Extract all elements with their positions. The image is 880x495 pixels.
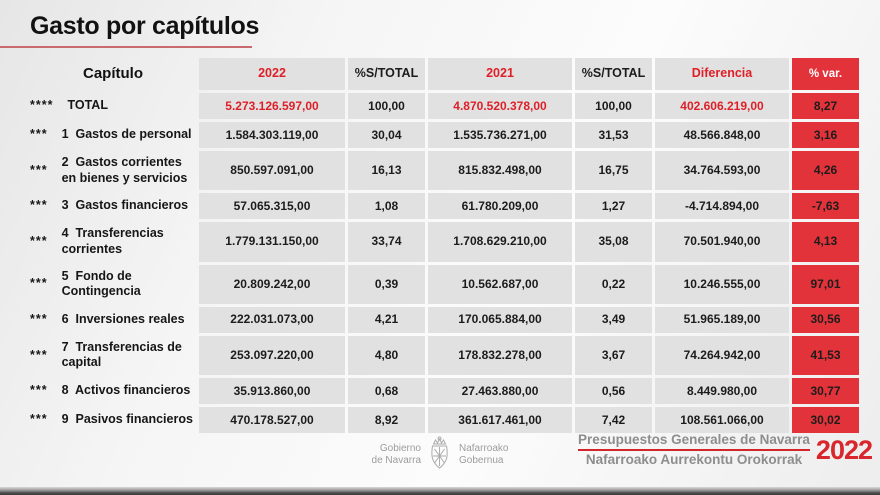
cell-pct-2021: 7,42	[575, 407, 652, 433]
gov-right-line1: Nafarroako	[459, 443, 509, 454]
cell-var: 4,26	[792, 151, 859, 190]
cell-diferencia: 108.561.066,00	[655, 407, 789, 433]
cell-2021: 178.832.278,00	[428, 336, 572, 375]
cell-pct-2022: 100,00	[348, 93, 425, 119]
gov-logo-text-left	[372, 443, 421, 467]
brand-year: 2022	[815, 434, 872, 465]
cell-diferencia: 70.501.940,00	[655, 222, 789, 261]
cell-2021: 27.463.880,00	[428, 378, 572, 404]
cell-pct-2022: 33,74	[348, 222, 425, 261]
brand-separator	[578, 449, 810, 451]
cell-pct-2021: 3,49	[575, 307, 652, 333]
cell-2021: 170.065.884,00	[428, 307, 572, 333]
gov-logo-text-right	[459, 443, 508, 467]
gov-right-line2: Gobernua	[459, 455, 504, 466]
row-prefix: ***	[30, 127, 48, 142]
cell-2022: 1.584.303.119,00	[199, 122, 345, 148]
cell-diferencia: 10.246.555,00	[655, 265, 789, 304]
cell-var: 3,16	[792, 122, 859, 148]
row-name: 7 Transferencias de capital	[61, 339, 186, 370]
bottom-edge-bar	[0, 487, 880, 495]
row-label	[30, 193, 196, 219]
cell-var: 30,02	[792, 407, 859, 433]
brand-line1: Presupuestos Generales de Navarra	[578, 432, 810, 447]
cell-2022: 1.779.131.150,00	[199, 222, 345, 261]
row-prefix: ***	[30, 198, 48, 213]
row-label	[30, 122, 196, 148]
cell-var: 30,56	[792, 307, 859, 333]
row-label	[30, 336, 196, 375]
cell-pct-2021: 0,22	[575, 265, 652, 304]
cell-var: -7,63	[792, 193, 859, 219]
row-prefix: ***	[30, 234, 48, 249]
cell-pct-2022: 4,80	[348, 336, 425, 375]
government-logo	[372, 436, 509, 474]
cell-var: 97,01	[792, 265, 859, 304]
row-prefix: ***	[30, 383, 48, 398]
navarra-coat-of-arms-icon	[427, 436, 453, 474]
cell-2022: 850.597.091,00	[199, 151, 345, 190]
cell-2022: 57.065.315,00	[199, 193, 345, 219]
row-label	[30, 151, 196, 190]
cell-diferencia: 8.449.980,00	[655, 378, 789, 404]
cell-diferencia: -4.714.894,00	[655, 193, 789, 219]
cell-pct-2021: 100,00	[575, 93, 652, 119]
gov-left-line1: Gobierno	[379, 443, 421, 454]
title-underline	[0, 46, 252, 48]
header-pct-2022: %S/TOTAL	[348, 58, 425, 90]
row-label	[30, 265, 196, 304]
cell-pct-2022: 1,08	[348, 193, 425, 219]
cell-var: 30,77	[792, 378, 859, 404]
gov-left-line2: de Navarra	[371, 455, 421, 466]
budget-table	[30, 58, 856, 433]
row-name: TOTAL	[67, 98, 108, 113]
cell-2022: 35.913.860,00	[199, 378, 345, 404]
footer-brand	[578, 432, 872, 468]
row-label	[30, 307, 196, 333]
cell-2022: 470.178.527,00	[199, 407, 345, 433]
brand-line2: Nafarroako Aurrekontu Orokorrak	[585, 452, 803, 467]
row-prefix: ***	[30, 276, 48, 291]
page-title: Gasto por capítulos	[30, 12, 260, 40]
header-2021: 2021	[428, 58, 572, 90]
cell-diferencia: 74.264.942,00	[655, 336, 789, 375]
cell-var: 8,27	[792, 93, 859, 119]
cell-diferencia: 48.566.848,00	[655, 122, 789, 148]
cell-pct-2022: 0,39	[348, 265, 425, 304]
row-name: 6 Inversiones reales	[61, 311, 185, 326]
cell-2021: 815.832.498,00	[428, 151, 572, 190]
cell-pct-2022: 4,21	[348, 307, 425, 333]
row-name: 2 Gastos corrientes en bienes y servicios	[61, 155, 188, 185]
row-name: 3 Gastos financieros	[61, 198, 189, 213]
footer-brand-lines	[578, 432, 810, 468]
row-name: 9 Pasivos financieros	[61, 412, 193, 427]
cell-2021: 10.562.687,00	[428, 265, 572, 304]
cell-var: 4,13	[792, 222, 859, 261]
cell-diferencia: 402.606.219,00	[655, 93, 789, 119]
cell-pct-2021: 0,56	[575, 378, 652, 404]
header-2022: 2022	[199, 58, 345, 90]
cell-diferencia: 34.764.593,00	[655, 151, 789, 190]
row-prefix: ***	[30, 311, 48, 326]
row-name: 5 Fondo de Contingencia	[61, 268, 141, 299]
header-diferencia: Diferencia	[655, 58, 789, 90]
row-label	[30, 378, 196, 404]
cell-2022: 253.097.220,00	[199, 336, 345, 375]
cell-2022: 20.809.242,00	[199, 265, 345, 304]
row-prefix: ***	[30, 162, 48, 177]
cell-2021: 4.870.520.378,00	[428, 93, 572, 119]
cell-2022: 222.031.073,00	[199, 307, 345, 333]
cell-pct-2021: 35,08	[575, 222, 652, 261]
cell-pct-2021: 16,75	[575, 151, 652, 190]
row-label	[30, 222, 196, 261]
cell-var: 41,53	[792, 336, 859, 375]
cell-diferencia: 51.965.189,00	[655, 307, 789, 333]
cell-pct-2022: 8,92	[348, 407, 425, 433]
row-name: 4 Transferencias corrientes	[61, 226, 168, 256]
cell-pct-2022: 30,04	[348, 122, 425, 148]
cell-2021: 1.535.736.271,00	[428, 122, 572, 148]
header-capitulo: Capítulo	[83, 64, 143, 82]
cell-pct-2021: 3,67	[575, 336, 652, 375]
row-label	[30, 93, 196, 119]
cell-2021: 61.780.209,00	[428, 193, 572, 219]
header-var: % var.	[792, 58, 859, 90]
row-prefix: ***	[30, 347, 48, 362]
row-prefix: ***	[30, 412, 48, 427]
row-name: 8 Activos financieros	[61, 383, 191, 398]
row-name: 1 Gastos de personal	[61, 127, 192, 142]
cell-pct-2022: 16,13	[348, 151, 425, 190]
row-prefix: ****	[30, 98, 54, 113]
cell-2021: 361.617.461,00	[428, 407, 572, 433]
cell-pct-2021: 1,27	[575, 193, 652, 219]
cell-2022: 5.273.126.597,00	[199, 93, 345, 119]
cell-pct-2022: 0,68	[348, 378, 425, 404]
cell-2021: 1.708.629.210,00	[428, 222, 572, 261]
header-pct-2021: %S/TOTAL	[575, 58, 652, 90]
footer	[0, 430, 880, 478]
cell-pct-2021: 31,53	[575, 122, 652, 148]
